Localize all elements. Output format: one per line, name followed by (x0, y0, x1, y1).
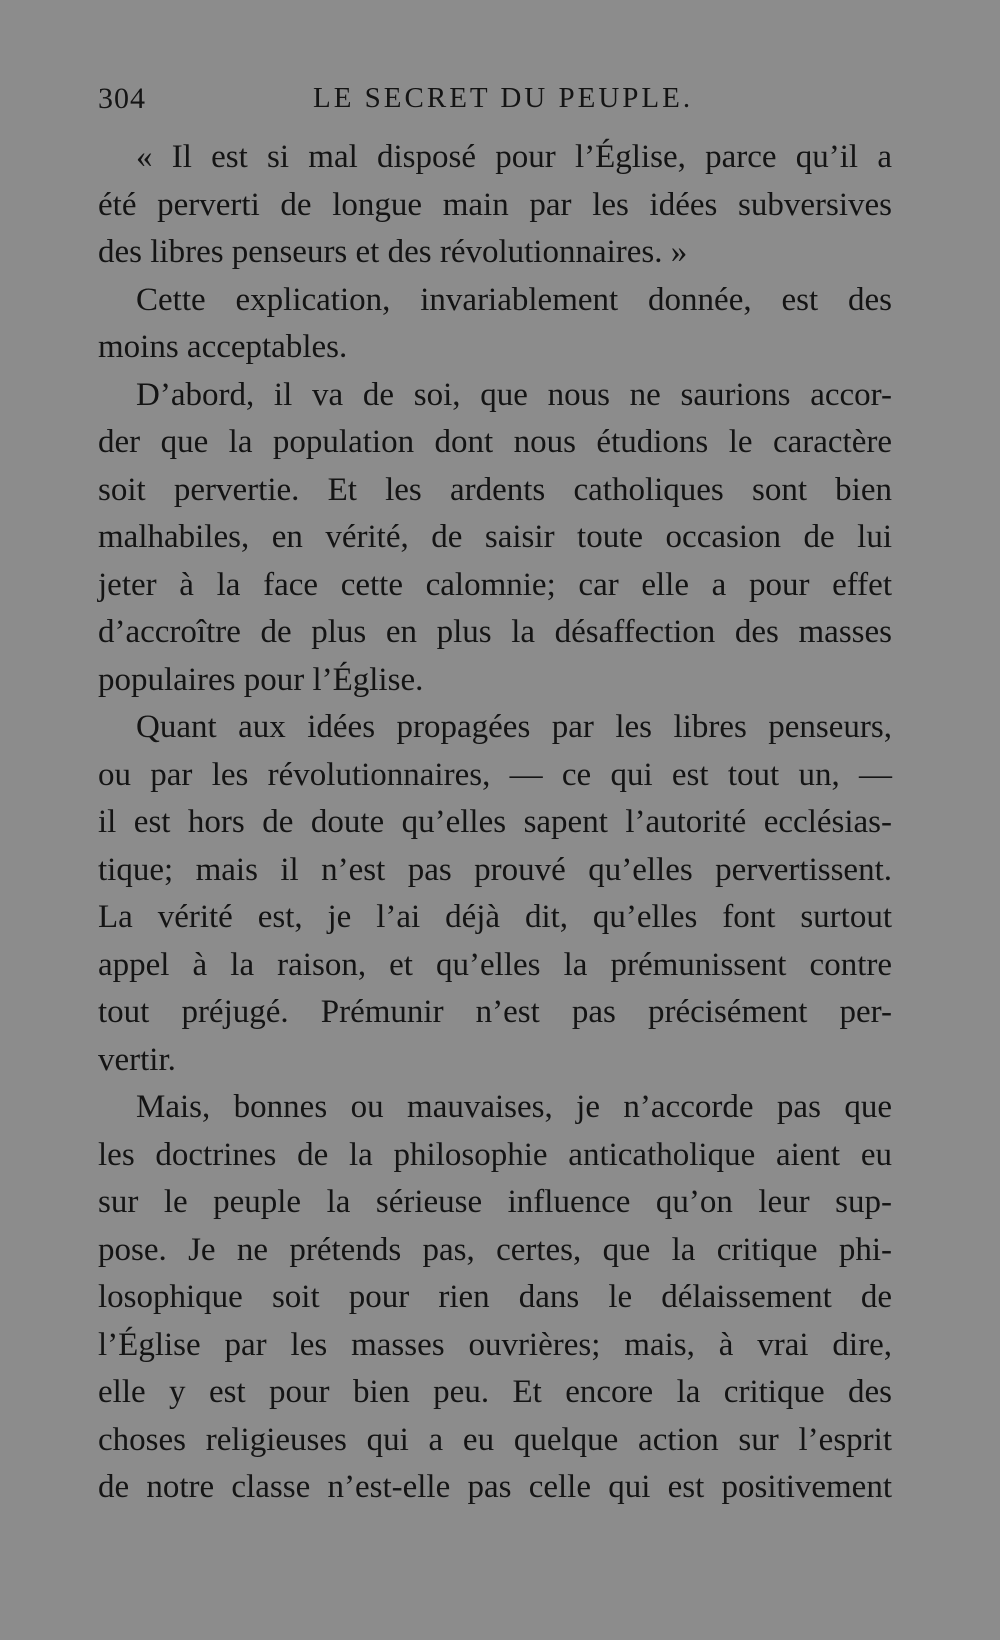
body-text (98, 134, 892, 1512)
text-line: populaires pour l’Église. (98, 661, 424, 698)
text-line: La vérité est, je l’ai déjà dit, qu’elles font surtout (98, 899, 892, 935)
text-line: losophique soit pour rien dans le délaissement de (98, 1279, 892, 1315)
text-line: D’abord, il va de soi, que nous ne saurions accor- (136, 376, 892, 413)
text-line: appel à la raison, et qu’elles la prémunissent contre (98, 946, 892, 983)
text-line: l’Église par les masses ouvrières; mais, à vrai dire, (98, 1326, 892, 1363)
page-number: 304 (98, 82, 146, 115)
text-line: soit pervertie. Et les ardents catholiques sont bien (98, 471, 892, 508)
text-line: il est hors de doute qu’elles sapent l’autorité ecclésias- (98, 804, 892, 840)
text-line: malhabiles, en vérité, de saisir toute occasion de lui (98, 519, 892, 555)
text-line: les doctrines de la philosophie anticatholique aient eu (98, 1136, 892, 1173)
text-line: elle y est pour bien peu. Et encore la critique des (98, 1374, 892, 1410)
text-line: des libres penseurs et des révolutionnaires. » (98, 234, 688, 270)
running-head: LE SECRET DU PEUPLE. (313, 82, 694, 114)
text-line: « Il est si mal disposé pour l’Église, parce qu’il a (136, 139, 892, 175)
text-line: été perverti de longue main par les idées subversives (98, 186, 892, 223)
text-line: choses religieuses qui a eu quelque action sur l’esprit (98, 1421, 892, 1458)
text-line: tout préjugé. Prémunir n’est pas précisément per- (98, 994, 892, 1030)
text-line: moins acceptables. (98, 329, 348, 365)
text-line: d’accroître de plus en plus la désaffection des masses (98, 614, 892, 650)
page-header (98, 82, 892, 122)
text-line: jeter à la face cette calomnie; car elle a pour effet (98, 566, 892, 603)
text-line: Cette explication, invariablement donnée, est des (136, 281, 892, 318)
text-line: sur le peuple la sérieuse influence qu’on leur sup- (98, 1184, 892, 1220)
text-line: tique; mais il n’est pas prouvé qu’elles pervertissent. (98, 851, 892, 888)
text-line: pose. Je ne prétends pas, certes, que la critique phi- (98, 1231, 892, 1268)
text-line: ou par les révolutionnaires, — ce qui est tout un, — (98, 756, 892, 793)
text-line: der que la population dont nous étudions le caractère (98, 424, 892, 460)
text-line: de notre classe n’est-elle pas celle qui est positivement (98, 1469, 892, 1505)
text-line: Mais, bonnes ou mauvaises, je n’accorde pas que (136, 1089, 892, 1125)
text-line: Quant aux idées propagées par les libres penseurs, (136, 709, 892, 745)
text-line: vertir. (98, 1041, 176, 1078)
